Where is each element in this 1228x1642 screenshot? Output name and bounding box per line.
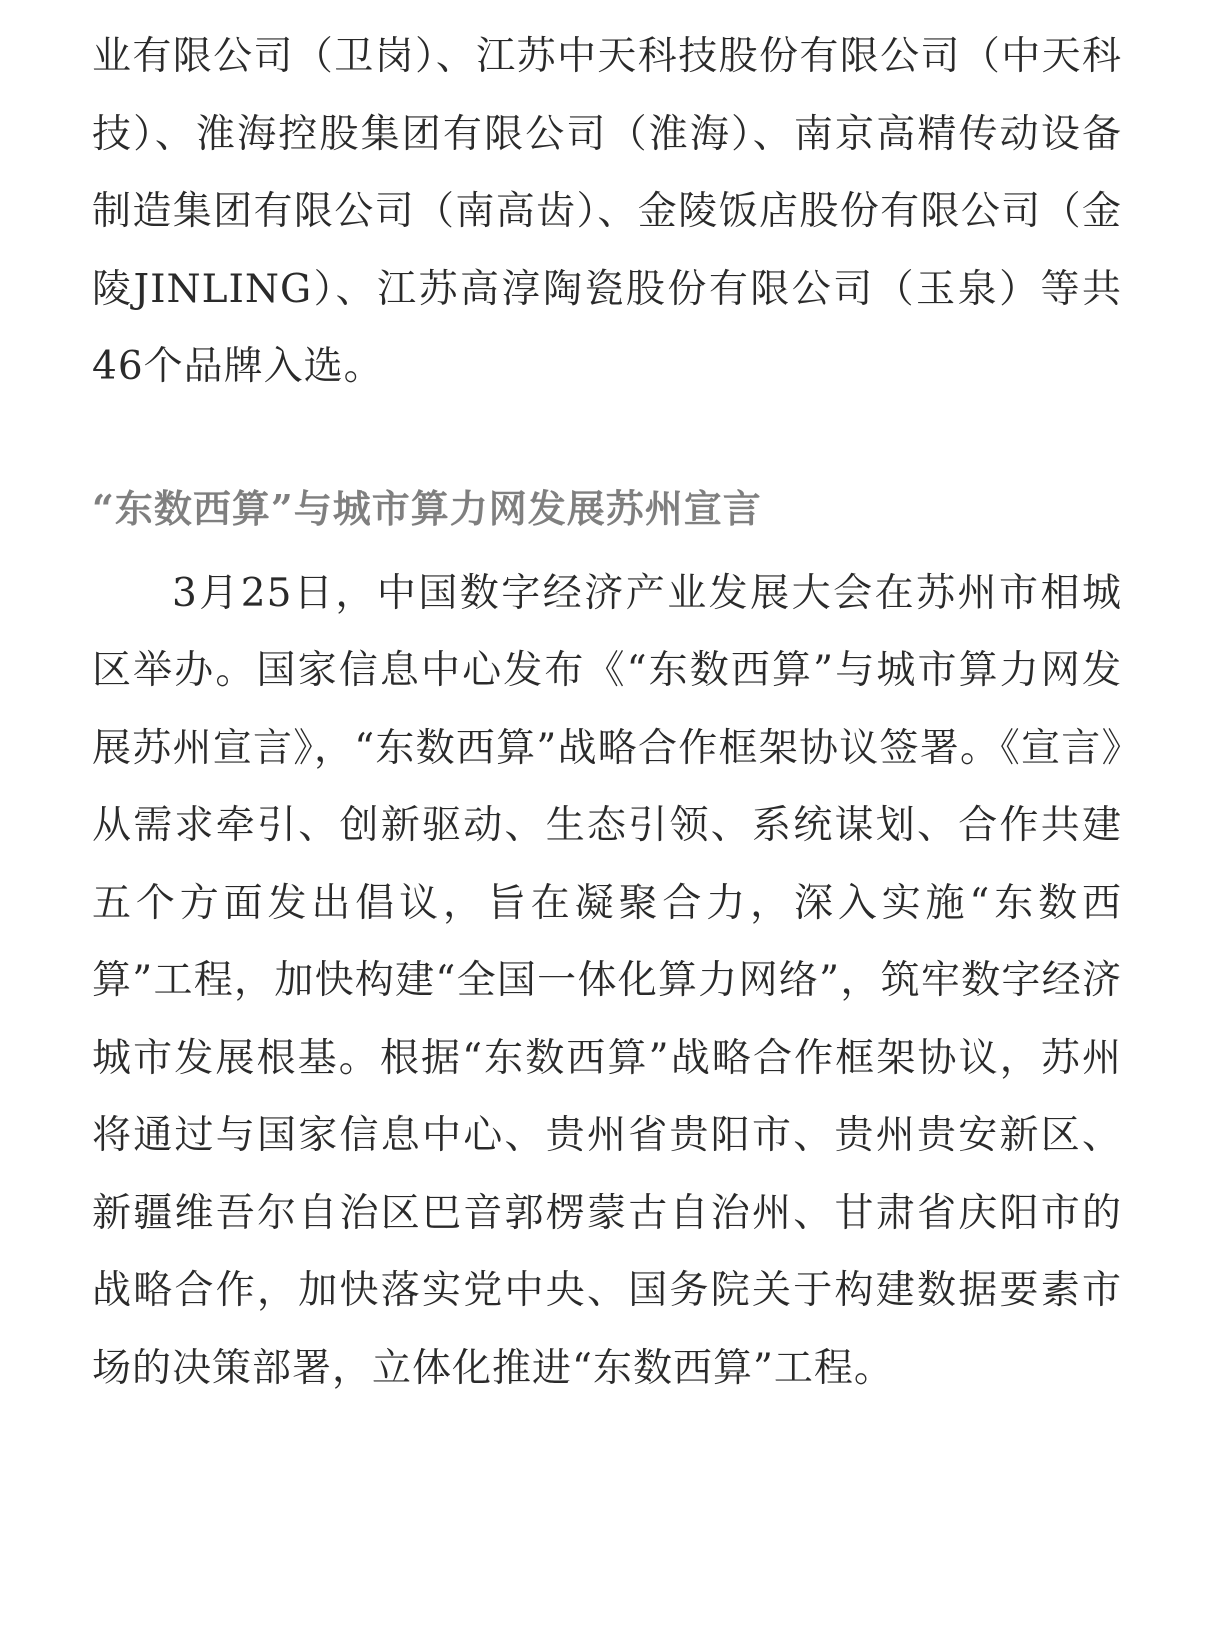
section-body-paragraph: 3月25日，中国数字经济产业发展大会在苏州市相城区举办。国家信息中心发布《“东数西算”与城市算力网发展苏州宣言》，“东数西算”战略合作框架协议签署。《宣言》从需求牵引、创新驱动、生态引领、系统谋划、合作共建五个方面发出倡议，旨在凝聚合力，深入实施“东数西算”工程，加快构建“全国一体化算力网络”，筑牢数字经济城市发展根基。根据“东数西算”战略合作框架协议，苏州将通过与国家信息中心、贵州省贵阳市、贵州贵安新区、新疆维吾尔自治区巴音郭楞蒙古自治州、甘肃省庆阳市的战略合作，加快落实党中央、国务院关于构建数据要素市场的决策部署，立体化推进“东数西算”工程。 xyxy=(92,570,1122,1391)
document-page xyxy=(92,18,1122,1407)
section-heading: “东数西算”与城市算力网发展苏州宣言 xyxy=(92,485,762,531)
continued-paragraph: 业有限公司（卫岗）、江苏中天科技股份有限公司（中天科技）、淮海控股集团有限公司（淮海）、南京高精传动设备制造集团有限公司（南高齿）、金陵饭店股份有限公司（金陵JINLING）、江苏高淳陶瓷股份有限公司（玉泉）等共46个品牌入选。 xyxy=(92,34,1122,389)
